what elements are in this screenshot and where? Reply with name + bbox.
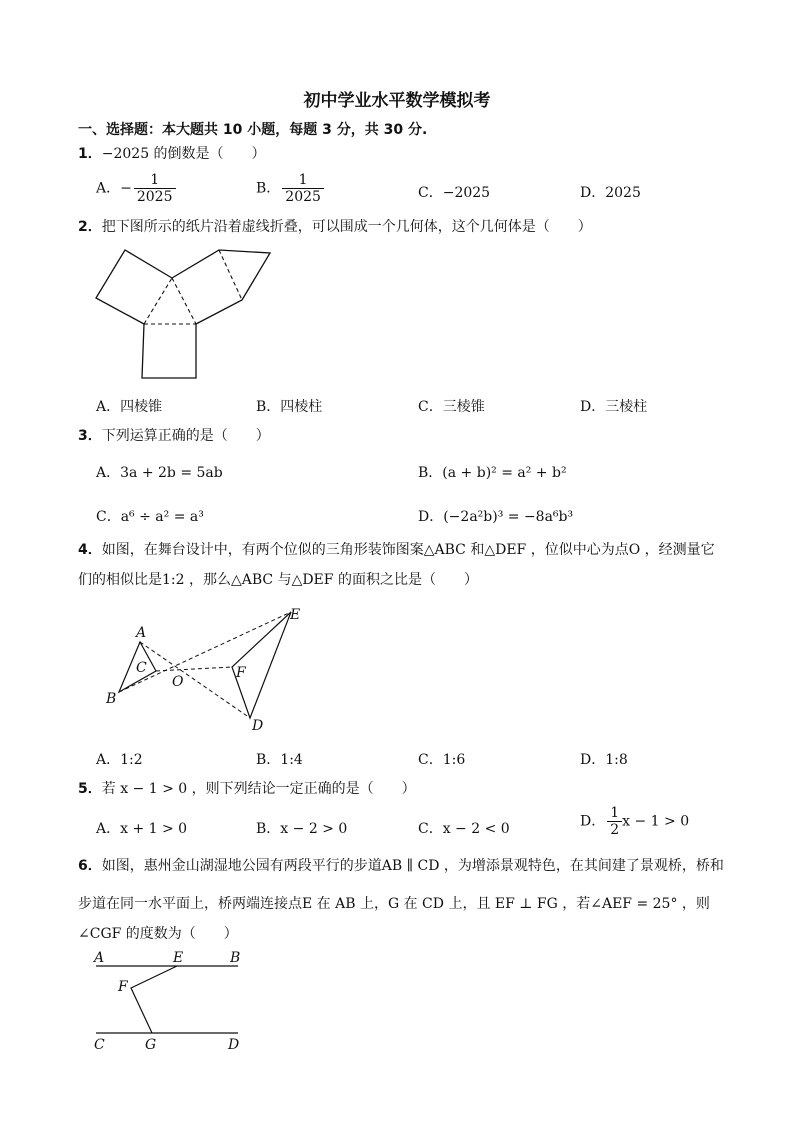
label-e: E <box>290 607 301 623</box>
q5-option-a: A．x + 1 > 0 <box>96 821 188 837</box>
label-c: C <box>94 1037 105 1052</box>
q2-option-c: C．三棱锥 <box>418 399 485 415</box>
fold-line <box>172 278 196 324</box>
right-triangles-outline <box>172 250 270 324</box>
option-expression: x − 1 > 0 <box>622 813 690 830</box>
bottom-square-outline <box>142 324 196 378</box>
question-text: 如图，在舞台设计中，有两个位似的三角形装饰图案△ABC 和△DEF ，位似中心为点O ，经测量它 <box>101 542 715 558</box>
fraction <box>607 805 622 838</box>
question-1 <box>78 144 266 164</box>
question-number: 4． <box>78 542 102 558</box>
question-number: 2． <box>78 219 102 235</box>
fold-line <box>144 278 172 324</box>
bridge-efg <box>131 966 177 1033</box>
label-d: D <box>252 718 264 734</box>
question-6-line-3: ∠CGF 的度数为（ ） <box>78 926 238 942</box>
parallel-paths-figure <box>88 948 248 1052</box>
minus-sign: − <box>120 180 132 197</box>
fold-line <box>219 250 242 300</box>
q3-option-a: A．3a + 2b = 5ab <box>96 465 223 481</box>
numerator: 1 <box>607 805 622 822</box>
q5-option-c: C．x − 2 < 0 <box>418 821 510 837</box>
fraction <box>282 172 324 205</box>
question-number: 6． <box>78 858 102 874</box>
page-title: 初中学业水平数学模拟考 <box>303 91 491 111</box>
label-b: B <box>106 691 117 707</box>
question-text: 若 x − 1 > 0 ，则下列结论一定正确的是（ ） <box>101 781 416 797</box>
label-e: E <box>173 950 184 966</box>
q2-option-b: B．四棱柱 <box>256 399 323 415</box>
question-5 <box>78 779 416 799</box>
numerator: 1 <box>282 172 324 189</box>
line-c-f <box>156 667 232 671</box>
label-d: D <box>228 1037 240 1052</box>
option-label: A． <box>96 180 121 197</box>
left-square-outline <box>96 250 172 324</box>
label-g: G <box>145 1037 157 1052</box>
line-a-d <box>140 642 250 718</box>
q1-option-d: D．2025 <box>580 185 641 201</box>
q4-option-b: B．1:4 <box>256 752 303 768</box>
question-2 <box>78 217 592 237</box>
q5-option-b: B．x − 2 > 0 <box>256 821 348 837</box>
denominator: 2025 <box>285 189 321 205</box>
option-label: B． <box>256 180 281 197</box>
question-3 <box>78 426 270 446</box>
denominator: 2 <box>610 822 620 838</box>
question-4-line-2: 们的相似比是1:2 ，那么△ABC 与△DEF 的面积之比是（ ） <box>78 572 478 588</box>
q1-option-b <box>256 172 324 205</box>
label-a: A <box>136 625 147 641</box>
label-f: F <box>236 665 246 681</box>
label-b: B <box>230 950 241 966</box>
q4-option-d: D．1:8 <box>580 752 628 768</box>
label-o: O <box>172 674 184 690</box>
q3-option-b: B．(a + b)² = a² + b² <box>418 465 567 481</box>
q4-option-c: C．1:6 <box>418 752 466 768</box>
question-text: 下列运算正确的是（ ） <box>101 428 270 444</box>
q3-option-d: D．(−2a²b)³ = −8a⁶b³ <box>418 509 574 525</box>
question-4-line-1 <box>78 540 715 560</box>
q3-option-c: C．a⁶ ÷ a² = a³ <box>96 509 204 525</box>
q5-option-d <box>580 805 689 838</box>
option-label: D． <box>580 813 606 830</box>
label-f: F <box>118 979 128 995</box>
question-text: 把下图所示的纸片沿着虚线折叠，可以围成一个几何体，这个几何体是（ ） <box>101 219 592 235</box>
denominator: 2025 <box>136 189 173 205</box>
q1-option-a <box>96 172 176 205</box>
label-c: C <box>136 660 147 676</box>
q2-option-d: D．三棱柱 <box>580 399 648 415</box>
question-number: 3． <box>78 428 102 444</box>
similar-triangles-figure <box>100 604 320 734</box>
question-number: 5． <box>78 781 102 797</box>
question-number: 1． <box>78 146 102 162</box>
q1-option-c: C．−2025 <box>418 185 491 201</box>
q4-option-a: A．1:2 <box>96 752 143 768</box>
net-figure <box>90 245 280 385</box>
question-6-line-1 <box>78 856 724 876</box>
section-heading: 一、选择题：本大题共 10 小题，每题 3 分，共 30 分. <box>78 122 428 138</box>
question-text: −2025 的倒数是（ ） <box>101 146 266 162</box>
numerator: 1 <box>134 172 176 189</box>
label-a: A <box>94 950 105 966</box>
question-text: 如图，惠州金山湖湿地公园有两段平行的步道AB ∥ CD ，为增添景观特色，在其间建了景观桥，桥和 <box>101 858 724 874</box>
question-6-line-2: 步道在同一水平面上，桥两端连接点E 在 AB 上，G 在 CD 上，且 EF ⊥ FG ，若∠AEF = 25° ，则 <box>78 896 710 912</box>
q2-option-a: A．四棱锥 <box>96 399 163 415</box>
fraction <box>134 172 176 205</box>
